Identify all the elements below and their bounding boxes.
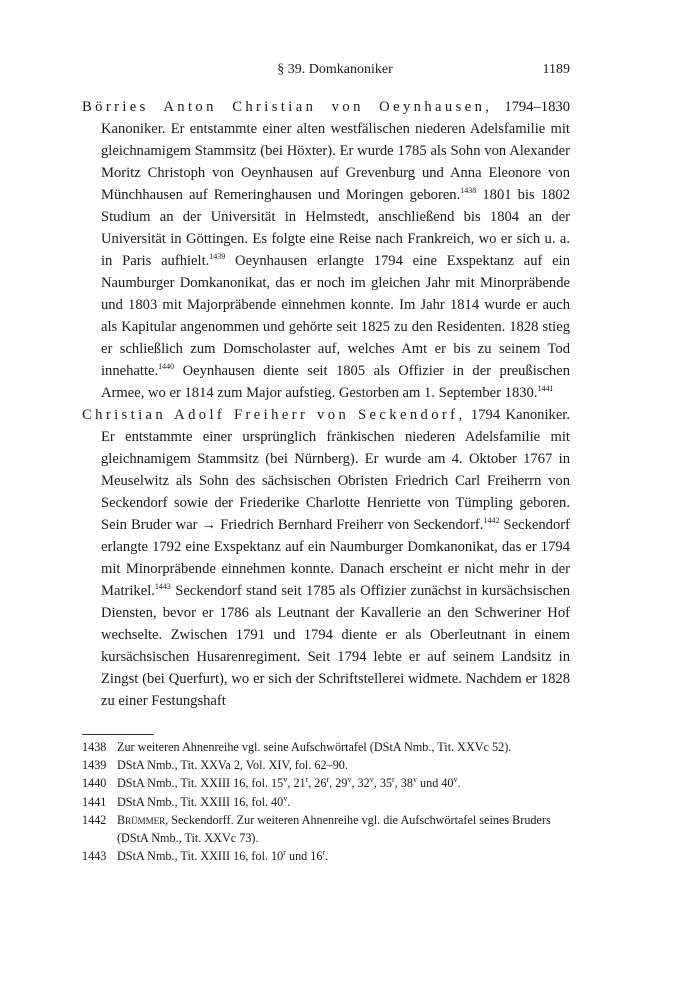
entry-text: Kanoniker. Er entstammte einer alten westfälischen niederen Adelsfamilie mit gleichnamigem Stammsitz (bei Höxter). Er wurde 1785 als Sohn von Alexander Moritz Christoph von Oeynhausen auf Grevenburg und Anna Eleonore von Münchhausen auf Remeringhausen und Moringen geboren. [101,121,570,203]
footnote-1442 [82,811,570,847]
footnote-text-part: DStA Nmb., Tit. XXIII 16, fol. 40 [117,794,284,809]
entry-text: Kanoniker. Er entstammte einer ursprünglich fränkischen niederen Adelsfamilie mit gleichnamigem Stammsitz (bei Nürnberg). Er wurde am 4. Oktober 1767 in Meuselwitz als Sohn des sächsischen Obristen Friedrich Carl Freiherrn von Seckendorf sowie der Friederike Charlotte Henriette von Tümpling geboren. Sein Bruder war → Friedrich Bernhard Freiherr von Seckendorf. [101,407,570,533]
footnote-text-part: . [325,849,329,864]
folio-side: r [392,775,395,785]
footnote-number: 1438 [82,740,107,754]
footnote-ref: 1443 [154,582,171,591]
footnote-1443 [82,847,570,865]
footnote-text-part: , 32 [351,776,370,791]
footnote-ref: 1438 [460,186,477,195]
footnote-text-part: . [287,794,291,809]
entry-dates: 1794 [465,407,501,423]
footnote-text-part: DStA Nmb., Tit. XXIII 16, fol. 10 [117,849,284,864]
footnote-text-part: , 21 [287,776,306,791]
footnote-text [117,811,570,847]
footnote-1439 [82,756,570,774]
folio-side: v [369,775,374,785]
footnotes [82,738,570,865]
footnote-text-part: . [457,776,461,791]
folio-side: v [412,775,417,785]
footnote-text-part: , 35 [373,776,392,791]
footnote-text-part: , Seckendorff. Zur weiteren Ahnenreihe vgl. die Aufschwörtafel seines Bruders (DStA Nmb., Tit. XXVc 73). [117,812,551,846]
footnote-ref: 1440 [158,362,175,371]
page-number: 1189 [542,62,570,77]
folio-side: v [283,793,288,803]
footnote-1438 [82,738,570,756]
footnote-text-part: DStA Nmb., Tit. XXIII 16, fol. 15 [117,776,284,791]
folio-side: r [283,848,286,858]
footnote-number: 1443 [82,849,107,864]
entry-seckendorf [82,404,570,712]
running-head-title: § 39. Domkanoniker [277,62,393,77]
folio-side: r [305,775,309,785]
footnote-text: DStA Nmb., Tit. XXVa 2, Vol. XIV, fol. 62–90. [117,758,348,773]
folio-side: r [326,775,330,785]
entry-dates: 1794–1830 [492,99,570,115]
footnote-divider [82,734,154,735]
entry-text: Seckendorf erlangte 1792 eine Exspektanz auf ein Naumburger Domkanonikat, das er 1794 mit Minorpräbende einnehmen konnte. Danach erscheint er nicht mehr in der Matrikel. [101,517,570,599]
entry-name: Börries Anton Christian von Oeynhausen, [82,99,493,115]
footnote-text-part: , 38 [394,776,413,791]
footnote-text-part: und 16 [285,849,323,864]
footnote-text [117,847,570,865]
footnote-text [117,774,570,792]
footnote-1441 [82,793,570,811]
footnote-text [117,793,570,811]
footnote-text-part: und 40 [416,776,454,791]
footnote-number: 1442 [82,812,107,827]
footnote-author: Brümmer [117,812,166,827]
footnote-number: 1439 [82,758,107,773]
entry-text: Oeynhausen erlangte 1794 eine Exspektanz auf ein Naumburger Domkanonikat, das er noch im gleichen Jahr mit Minorpräbende und 1803 mit Majorpräbende einnehmen konnte. Im Jahr 1814 wurde er auch als Kapitular angenommen und gehörte seit 1825 zu den Residenten. 1828 stieg er schließlich zum Domscholaster auf, welches Amt er bis zu seinem Tod innehatte. [101,253,570,379]
entry-text: 1801 bis 1802 Studium an der Universität in Helmstedt, anschließend bis 1804 an der Universität in Göttingen. Es folgte eine Reise nach Frankreich, wo er sich u. a. in Paris aufhielt. [101,187,570,269]
footnote-ref: 1441 [537,384,554,393]
folio-side: v [347,775,352,785]
folio-side: v [283,775,288,785]
footnote-text: Zur weiteren Ahnenreihe vgl. seine Aufschwörtafel (DStA Nmb., Tit. XXVc 52). [117,740,512,754]
footnote-number: 1440 [82,776,107,791]
footnote-text-part: , 29 [329,776,348,791]
entry-text: Oeynhausen diente seit 1805 als Offizier in der preußischen Armee, wo er 1814 zum Major aufstieg. Gestorben am 1. September 1830. [101,363,570,401]
footnote-1440 [82,774,570,792]
body-text [82,96,570,712]
entry-name: Christian Adolf Freiherr von Seckendorf, [82,407,466,423]
folio-side: v [453,775,458,785]
entry-text: Seckendorf stand seit 1785 als Offizier zunächst in kursächsischen Diensten, bevor er 1786 als Leutnant der Kavallerie an den Schweriner Hof wechselte. Zwischen 1791 und 1794 diente er als Oberleutnant in einem kursächsischen Husarenregiment. Seit 1794 lebte er auf seinem Landsitz in Zingst (bei Querfurt), wo er sich der Schriftstellerei widmete. Nachdem er 1828 zu einer Festungshaft [101,583,570,709]
footnote-text-part: , 26 [308,776,327,791]
footnote-number: 1441 [82,794,107,809]
footnote-ref: 1442 [483,516,500,525]
footnote-ref: 1439 [209,252,226,261]
entry-oeynhausen [82,96,570,404]
folio-side: r [322,848,326,858]
